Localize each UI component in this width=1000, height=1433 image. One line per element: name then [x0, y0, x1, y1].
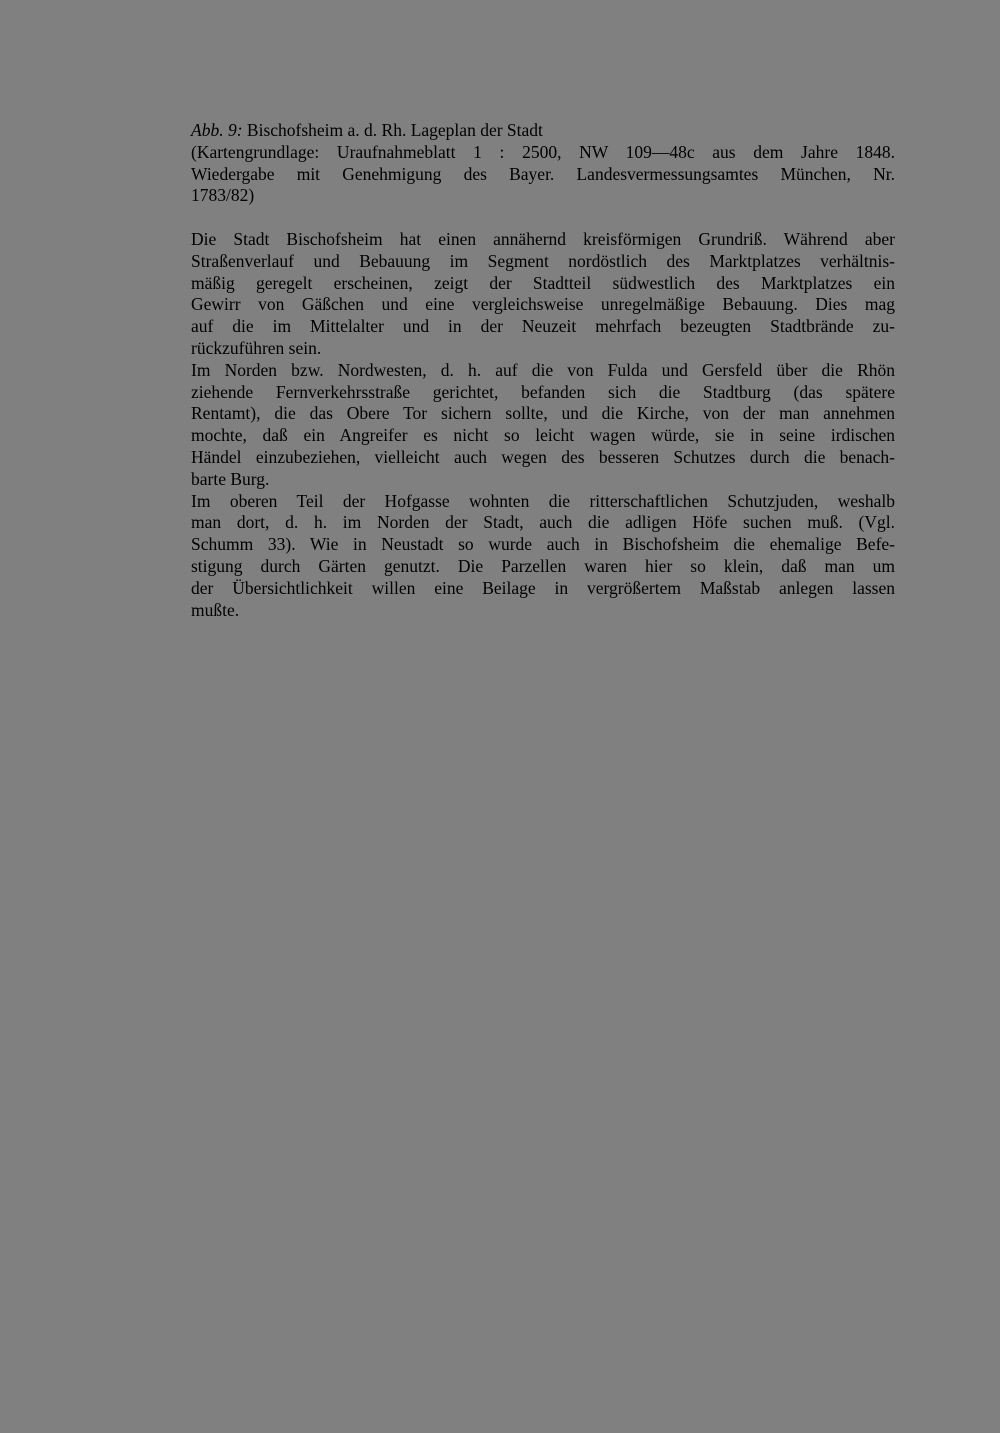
caption-line: Wiedergabe mit Genehmigung des Bayer. Landesvermessungsamtes München, Nr. — [191, 163, 895, 184]
text-line: barte Burg. — [191, 468, 270, 489]
text-line: auf die im Mittelalter und in der Neuzeit mehrfach bezeugten Stadtbrände zu- — [191, 316, 895, 337]
text-line: Rentamt), die das Obere Tor sichern sollte, und die Kirche, von der man annehmen — [191, 403, 895, 424]
text-line: stigung durch Gärten genutzt. Die Parzellen waren hier so klein, daß man um — [191, 555, 895, 576]
text-line: man dort, d. h. im Norden der Stadt, auch die adligen Höfe suchen muß. (Vgl. — [191, 512, 895, 533]
paragraph-city-layout — [191, 229, 895, 360]
caption-title-line — [191, 120, 895, 142]
text-line: Gewirr von Gäßchen und eine vergleichsweise unregelmäßige Bebauung. Dies mag — [191, 294, 895, 315]
text-line: Im Norden bzw. Nordwesten, d. h. auf die von Fulda und Gersfeld über die Rhön — [191, 359, 895, 380]
caption-line: (Kartengrundlage: Uraufnahmeblatt 1 : 2500, NW 109—48c aus dem Jahre 1848. — [191, 141, 895, 162]
text-line: der Übersichtlichkeit willen eine Beilage in vergrößertem Maßstab anlegen lassen — [191, 577, 895, 598]
caption-title: Bischofsheim a. d. Rh. Lageplan der Stadt — [242, 120, 543, 140]
figure-caption — [191, 120, 895, 207]
text-line: Die Stadt Bischofsheim hat einen annähernd kreisförmigen Grundriß. Während aber — [191, 228, 895, 249]
text-line: Straßenverlauf und Bebauung im Segment nordöstlich des Marktplatzes verhältnis- — [191, 250, 895, 271]
text-line: mochte, daß ein Angreifer es nicht so leicht wagen würde, sie in seine irdischen — [191, 425, 895, 446]
text-line: Schumm 33). Wie in Neustadt so wurde auch in Bischofsheim die ehemalige Befe- — [191, 534, 895, 555]
text-line: mußte. — [191, 599, 240, 620]
text-line: Im oberen Teil der Hofgasse wohnten die ritterschaftlichen Schutzjuden, weshalb — [191, 490, 895, 511]
paragraph-hofgasse — [191, 491, 895, 622]
text-line: Händel einzubeziehen, vielleicht auch wegen des besseren Schutzes durch die benach- — [191, 446, 895, 467]
text-line: rückzuführen sein. — [191, 337, 322, 358]
text-block — [191, 120, 895, 621]
paragraph-north-castle — [191, 360, 895, 491]
caption-label: Abb. 9: — [191, 120, 243, 140]
caption-line: 1783/82) — [191, 185, 255, 206]
text-line: mäßig geregelt erscheinen, zeigt der Stadtteil südwestlich des Marktplatzes ein — [191, 272, 895, 293]
text-line: ziehende Fernverkehrsstraße gerichtet, befanden sich die Stadtburg (das spätere — [191, 381, 895, 402]
